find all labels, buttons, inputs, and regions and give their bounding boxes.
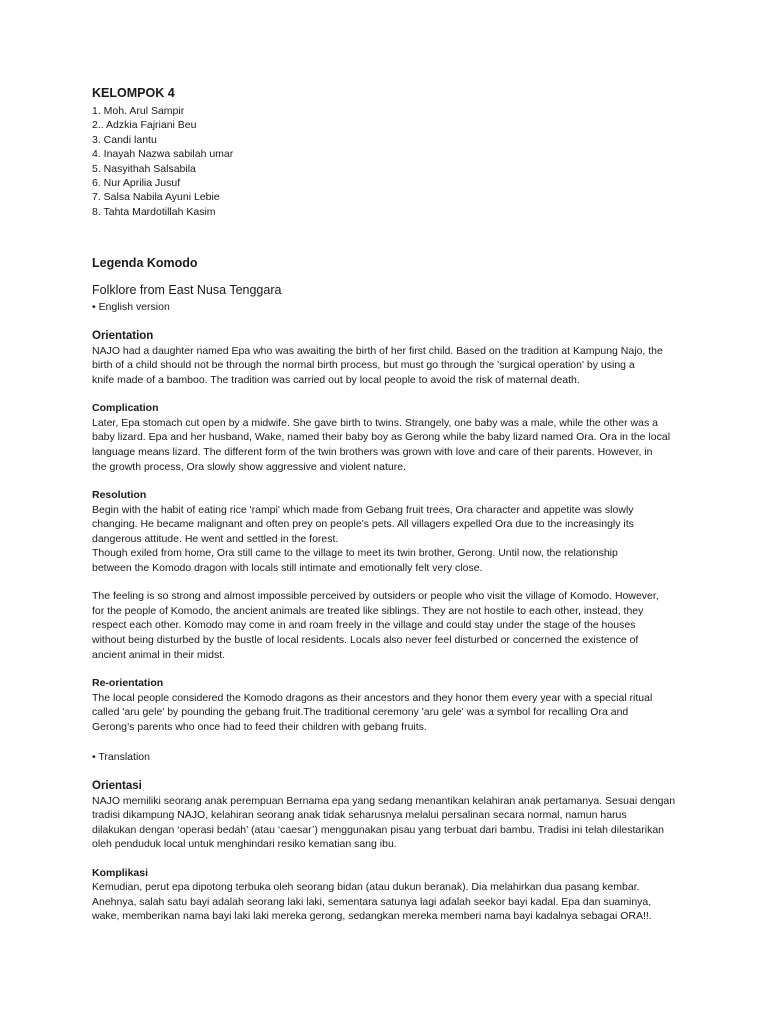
member-item: 4. Inayah Nazwa sabilah umar [92,148,234,161]
member-item: 3. Candi lantu [92,133,157,146]
member-item: 1. Moh. Arul Sampir [92,105,185,117]
document-subtitle: Folklore from East Nusa Tenggara [92,283,282,298]
member-item: 7. Salsa Nabila Ayuni Lebie [92,191,220,204]
resolution-heading: Resolution [92,489,147,502]
paragraph-line: dilakukan dengan ‘operasi bedah’ (atau ‘caesar’) menggunakan pisau yang terbuat dari bambu. Tradisi ini telah dilestarikan [92,823,665,836]
paragraph-line: The local people considered the Komodo dragons as their ancestors and they honor them every year with a special ritual [92,691,653,704]
orientasi-section [92,779,682,852]
member-item: 8. Tahta Mardotillah Kasim [92,205,216,218]
paragraph-line: baby lizard. Epa and her husband, Wake, named their baby boy as Gerong while the baby lizard named Ora. Ora in the local [92,431,671,444]
orientation-heading: Orientation [92,329,154,342]
paragraph-line: dangerous attitude. He went and settled in the forest. [92,532,339,545]
english-version-label: • English version [92,301,170,314]
paragraph-line: without being disturbed by the bustle of local residents. Locals also never feel disturbed or concerned the existence of [92,633,639,646]
paragraph-line: Gerong’s parents who once had to feed their children with gebang fruits. [92,720,427,733]
paragraph-line: ancient animal in their midst. [92,648,226,661]
paragraph-line: Though exiled from home, Ora still came to the village to meet its twin brother, Gerong. Until now, the relationship [92,547,618,560]
paragraph-line: oleh penduduk local untuk menghindari resiko kematian sang ibu. [92,838,397,851]
translation-label: • Translation [92,751,150,764]
paragraph-line: birth of a child should not be through the normal birth process, but must go through the 'surgical operation' by using a [92,359,635,372]
member-item: 5. Nasyithah Salsabila [92,162,196,175]
paragraph-line: knife made of a bamboo. The tradition was carried out by local people to avoid the risk of maternal death. [92,373,580,386]
member-item: 2.. Adzkia Fajriani Beu [92,119,197,132]
paragraph-line: Anehnya, salah satu bayi adalah seorang laki laki, sementara satunya lagi adalah seekor bayi kadal. Epa dan suaminya, [92,895,652,908]
paragraph-line: Kemudian, perut epa dipotong terbuka oleh seorang bidan (atau dukun beranak). Dia melahirkan dua pasang kembar. [92,881,640,894]
resolution-section [92,488,682,662]
paragraph-line: tradisi dikampung NAJO, kelahiran seorang anak tidak seharusnya melalui persalinan secara normal, namun harus [92,809,627,822]
komplikasi-heading: Komplikasi [92,866,149,879]
paragraph-line: Later, Epa stomach cut open by a midwife. She gave birth to twins. Strangely, one baby was a male, while the other was a [92,416,658,429]
group-title: KELOMPOK 4 [92,86,175,100]
paragraph-line: The feeling is so strong and almost impossible perceived by outsiders or people who visit the village of Komodo. However, [92,590,659,603]
paragraph-line: for the people of Komodo, the ancient animals are treated like siblings. They are not hostile to each other, instead, they [92,604,644,617]
reorientation-heading: Re-orientation [92,677,164,690]
paragraph-line: language means lizard. The different form of the twin brothers was grown with love and care of their parents. However, in [92,445,653,458]
member-item: 6. Nur Aprilia Jusuf [92,177,181,190]
komplikasi-section [92,866,682,924]
paragraph-line: between the Komodo dragon with locals still intimate and emotionally felt very close. [92,561,483,574]
paragraph-line: NAJO had a daughter named Epa who was awaiting the birth of her first child. Based on the tradition at Kampung Najo, the [92,344,663,357]
complication-section [92,401,682,474]
orientasi-heading: Orientasi [92,779,142,792]
orientation-section [92,329,682,388]
paragraph-line: respect each other. Komodo may come in and roam freely in the village and could stay under the stage of the houses [92,619,636,632]
reorientation-section [92,676,682,734]
paragraph-line: changing. He became malignant and often prey on people's pets. All villagers expelled Ora due to the increasingly its [92,518,634,531]
document-page [92,86,682,924]
document-title: Legenda Komodo [92,256,198,271]
paragraph-line: Begin with the habit of eating rice 'rampi' which made from Gebang fruit trees, Ora character and appetite was slowly [92,503,634,516]
complication-heading: Complication [92,402,159,415]
member-list [92,104,682,219]
paragraph-line: NAJO memiliki seorang anak perempuan Bernama epa yang sedang menantikan kelahiran anak pertamanya. Sesuai dengan [92,794,676,807]
paragraph-line: called 'aru gele' by pounding the gebang fruit.The traditional ceremony 'aru gele' was a symbol for recalling Ora and [92,706,629,719]
paragraph-line: the growth process, Ora slowly show aggressive and violent nature. [92,460,406,473]
paragraph-line: wake, memberikan nama bayi laki laki mereka gerong, sedangkan mereka memberi nama bayi kadalnya sebagai ORA!!. [92,910,652,923]
